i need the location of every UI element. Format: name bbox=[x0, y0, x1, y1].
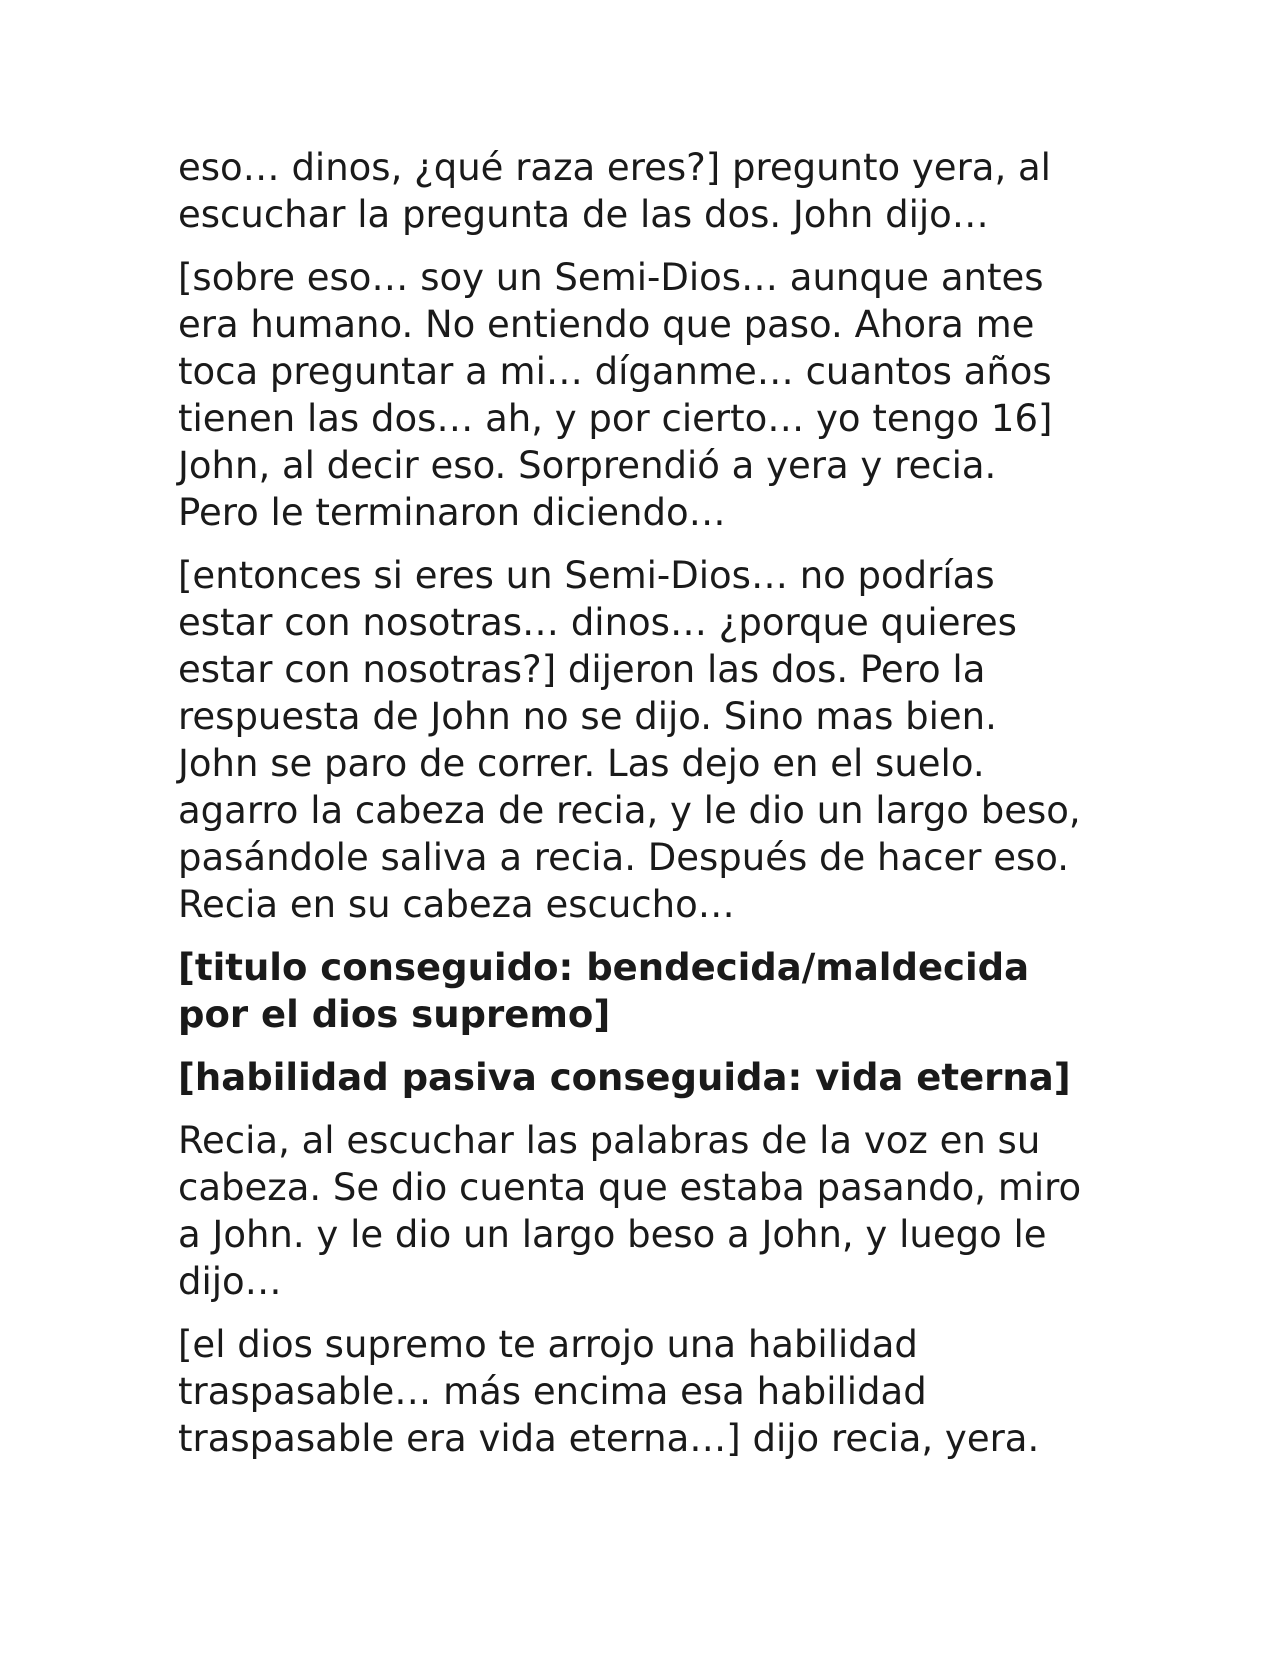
text-line: respuesta de John no se dijo. Sino mas bien. bbox=[178, 695, 997, 738]
paragraph-4 bbox=[178, 1117, 1118, 1305]
text-line: dijo… bbox=[178, 1260, 282, 1303]
skill-notification bbox=[178, 1054, 1118, 1101]
paragraph-2 bbox=[178, 254, 1118, 536]
paragraph-1 bbox=[178, 144, 1118, 238]
text-line: John se paro de correr. Las dejo en el suelo. bbox=[178, 742, 985, 785]
text-line: Recia, al escuchar las palabras de la voz en su bbox=[178, 1119, 1041, 1162]
text-line: era humano. No entiendo que paso. Ahora me bbox=[178, 303, 1035, 346]
title-notification bbox=[178, 944, 1118, 1038]
text-line: estar con nosotras… dinos… ¿porque quieres bbox=[178, 601, 1017, 644]
paragraph-3 bbox=[178, 552, 1118, 928]
text-line: agarro la cabeza de recia, y le dio un largo beso, bbox=[178, 789, 1081, 832]
text-line: cabeza. Se dio cuenta que estaba pasando, miro bbox=[178, 1166, 1082, 1209]
text-line: traspasable… más encima esa habilidad bbox=[178, 1370, 927, 1413]
text-line: [entonces si eres un Semi-Dios… no podrías bbox=[178, 554, 995, 597]
text-line: eso… dinos, ¿qué raza eres?] pregunto yera, al bbox=[178, 146, 1051, 189]
text-line: [titulo conseguido: bendecida/maldecida bbox=[178, 946, 1030, 989]
text-line: [el dios supremo te arrojo una habilidad bbox=[178, 1323, 918, 1366]
text-line: [habilidad pasiva conseguida: vida eterna] bbox=[178, 1056, 1071, 1099]
text-line: Pero le terminaron diciendo… bbox=[178, 491, 726, 534]
text-line: John, al decir eso. Sorprendió a yera y recia. bbox=[178, 444, 997, 487]
paragraph-5 bbox=[178, 1321, 1118, 1462]
text-line: Recia en su cabeza escucho… bbox=[178, 883, 735, 926]
text-line: [sobre eso… soy un Semi-Dios… aunque antes bbox=[178, 256, 1044, 299]
text-line: estar con nosotras?] dijeron las dos. Pero la bbox=[178, 648, 986, 691]
text-line: pasándole saliva a recia. Después de hacer eso. bbox=[178, 836, 1070, 879]
text-line: traspasable era vida eterna…] dijo recia, yera. bbox=[178, 1417, 1040, 1460]
text-line: a John. y le dio un largo beso a John, y luego le bbox=[178, 1213, 1047, 1256]
text-line: por el dios supremo] bbox=[178, 993, 611, 1036]
document-body bbox=[178, 144, 1118, 1478]
text-line: toca preguntar a mi… díganme… cuantos años bbox=[178, 350, 1052, 393]
text-line: escuchar la pregunta de las dos. John dijo… bbox=[178, 193, 989, 236]
text-line: tienen las dos… ah, y por cierto… yo tengo 16] bbox=[178, 397, 1053, 440]
